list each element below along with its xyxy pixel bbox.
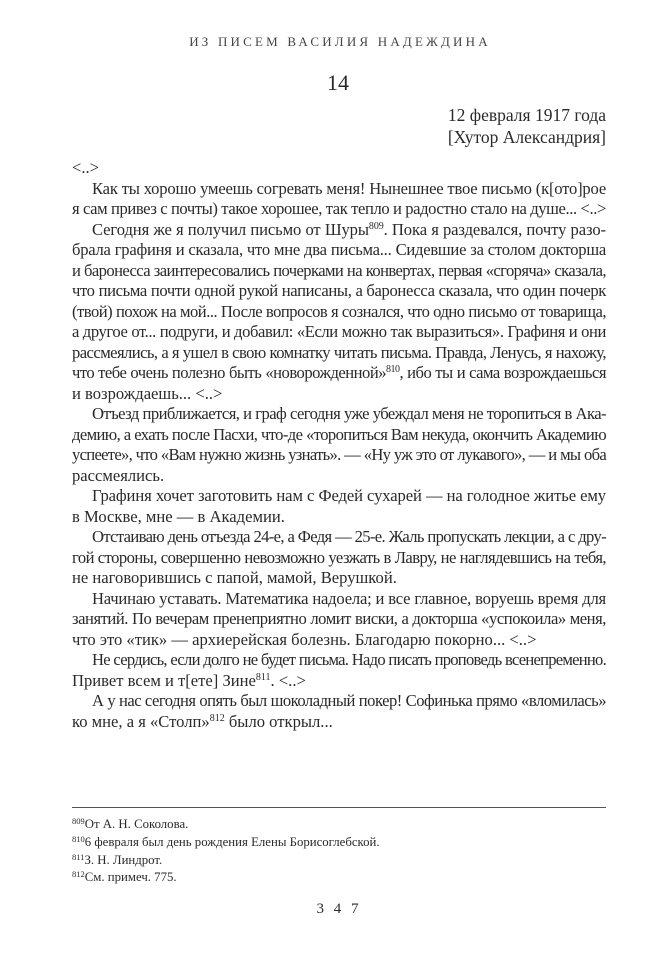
text-run: демию, а ехать после Пасхи, что-де «торопиться Вам некуда, окончить Академию	[72, 424, 606, 444]
text-line	[72, 179, 606, 200]
text-run: Привет всем и т[ете] Зине	[72, 670, 256, 690]
running-header: ИЗ ПИСЕМ ВАСИЛИЯ НАДЕЖДИНА	[189, 34, 491, 49]
text-line	[72, 261, 606, 282]
footnote	[72, 869, 380, 887]
text-line	[72, 158, 606, 179]
text-line	[72, 199, 606, 220]
text-line	[72, 302, 606, 323]
text-run: Сегодня же я получил письмо от Шуры	[92, 219, 369, 239]
text-run: я сам привез с почты) такое хорошее, так тепло и радостно стало на душе... <..>	[72, 199, 606, 218]
footnote-ref: 811	[255, 671, 271, 683]
text-run: <..>	[72, 158, 100, 177]
text-run: Отстаиваю день отъезда 24-е, а Федя — 25-е. Жаль пропускать лекции, а с дру-	[92, 527, 606, 546]
text-run: успеете», что «Вам нужно жизнь узнать». — «Ну уж это от лукавого», — и мы оба	[72, 445, 606, 464]
footnote	[72, 816, 380, 834]
text-line	[72, 404, 606, 425]
footnote-ref: 812	[209, 712, 225, 724]
text-run: (твой) похож на мой... После вопросов я сознался, что одно письмо от товарища,	[72, 301, 606, 321]
text-run: рассмеялись, а я ушел в свою комнатку читать письма. Правда, Ленусь, я нахожу,	[72, 342, 606, 362]
text-line	[72, 630, 606, 651]
text-run: было открыл...	[224, 711, 333, 731]
letter-place: [Хутор Александрия]	[447, 127, 606, 147]
text-line	[72, 220, 606, 241]
text-line	[72, 425, 606, 446]
text-run: в Москве, мне — в Академии.	[72, 506, 285, 526]
text-run: что письма почти одной рукой написаны, а баронесса сказала, что один почерк	[72, 281, 606, 300]
letter-number: 14	[327, 70, 349, 95]
text-run: . Пока я раздевался, почту разо-	[383, 219, 606, 239]
text-line	[72, 240, 606, 261]
text-line	[72, 650, 606, 671]
text-run: брала графиня и сказала, что мне два письма... Сидевшие за столом докторша	[72, 240, 606, 259]
footnote-text: З. Н. Линдрот.	[84, 852, 163, 867]
page-number: 3 4 7	[316, 901, 362, 917]
footnote	[72, 852, 380, 870]
text-run: гой стороны, совершенно невозможно уезжать в Лавру, не наглядевшись на тебя,	[72, 547, 606, 567]
text-line	[72, 363, 606, 384]
footnote-number: 810	[72, 833, 85, 844]
text-line	[72, 609, 606, 630]
text-line	[72, 691, 606, 712]
text-run: Не сердись, если долго не будет письма. Надо писать проповедь всенепременно.	[92, 650, 606, 669]
text-run: что это «тик» — архиерейская болезнь. Благодарю покорно... <..>	[72, 629, 537, 649]
text-line	[72, 548, 606, 569]
footnote-text: См. примеч. 775.	[84, 870, 177, 885]
footnote-number: 811	[72, 851, 85, 862]
text-run: ко мне, а я «Столп»	[72, 711, 210, 731]
text-run: . <..>	[270, 670, 306, 690]
footnote-text: От А. Н. Соколова.	[84, 817, 189, 831]
text-run: что тебе очень полезно быть «новорожденной»	[72, 363, 387, 382]
footnote-divider	[72, 807, 606, 808]
text-run: Начинаю уставать. Математика надоела; и все главное, воруешь время для	[92, 588, 606, 608]
text-run: , ибо ты и сама возрождаешься	[399, 363, 606, 382]
text-run: занятий. По вечерам пренеприятно ломит виски, а докторша «успокоила» меня,	[72, 609, 606, 628]
text-line	[72, 343, 606, 364]
letter-dateline	[448, 104, 606, 148]
text-run: и возрождаешь... <..>	[72, 383, 223, 403]
text-run: рассмеялись.	[72, 465, 165, 485]
footnote	[72, 834, 380, 852]
footnote-ref: 809	[368, 220, 384, 232]
footnote-ref: 810	[386, 364, 400, 375]
text-run: а другое от... подруги, и добавил: «Если можно так выразиться». Графиня и они	[72, 322, 606, 341]
text-line	[72, 445, 606, 466]
text-line	[72, 486, 606, 507]
text-line	[72, 466, 606, 487]
text-line	[72, 568, 606, 589]
text-line	[72, 671, 606, 692]
text-run: не наговорившись с папой, мамой, Верушкой.	[72, 568, 397, 587]
text-run: Отъезд приближается, и граф сегодня уже убеждал меня не торопиться в Ака-	[92, 404, 606, 423]
text-line	[72, 527, 606, 548]
text-line	[72, 384, 606, 405]
text-run: Графиня хочет заготовить нам с Федей сухарей — на голодное житье ему	[92, 486, 606, 505]
text-line	[72, 281, 606, 302]
text-line	[72, 507, 606, 528]
text-line	[72, 589, 606, 610]
text-run: Как ты хорошо умеешь согревать меня! Нынешнее твое письмо (к[ото]рое	[92, 178, 606, 198]
letter-date: 12 февраля 1917 года	[447, 105, 606, 125]
text-run: А у нас сегодня опять был шоколадный покер! Софинька прямо «вломилась»	[92, 691, 606, 710]
letter-body	[72, 158, 606, 732]
text-run: и баронесса заинтересовались почерками на конвертах, первая «сгоряча» сказала,	[72, 260, 606, 280]
footnote-text: 6 февраля был день рождения Елены Борисоглебской.	[84, 834, 380, 849]
footnote-number: 812	[72, 869, 85, 880]
footnotes	[72, 816, 380, 887]
footnote-number: 809	[72, 816, 85, 826]
text-line	[72, 712, 606, 733]
text-line	[72, 322, 606, 343]
